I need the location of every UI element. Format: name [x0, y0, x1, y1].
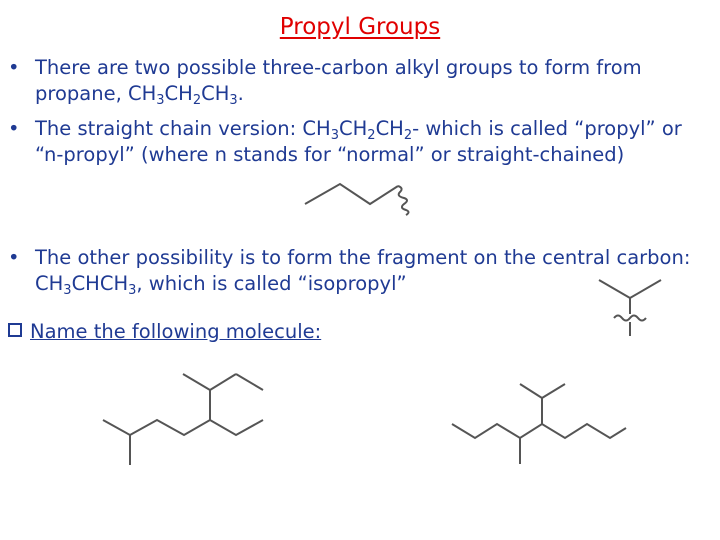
slide-title: Propyl Groups [279, 14, 441, 40]
bullet-dot: • [8, 56, 20, 79]
bullet-dot: • [8, 246, 20, 269]
molecule-1-structure [103, 374, 263, 465]
bullet-text: The straight chain version: $CH_3CH_2CH_2-$ which is called “propyl” or “n-propyl” (where n stands for “normal” or straight-chained) [35, 117, 682, 166]
propyl-structure [305, 184, 409, 215]
bullet-text: There are two possible three-carbon alkyl groups to form from propane, $CH_3CH_2CH_3$. [35, 56, 642, 108]
molecule-2-structure [452, 384, 626, 464]
isopropyl-structure [599, 280, 661, 336]
bullet-text: The other possibility is to form the fragment on the central carbon: $CH_3CHCH_3$, which is called “isopropyl” [35, 246, 691, 298]
question-label: Name the following molecule: [30, 320, 322, 343]
bullet-dot: • [8, 117, 20, 140]
